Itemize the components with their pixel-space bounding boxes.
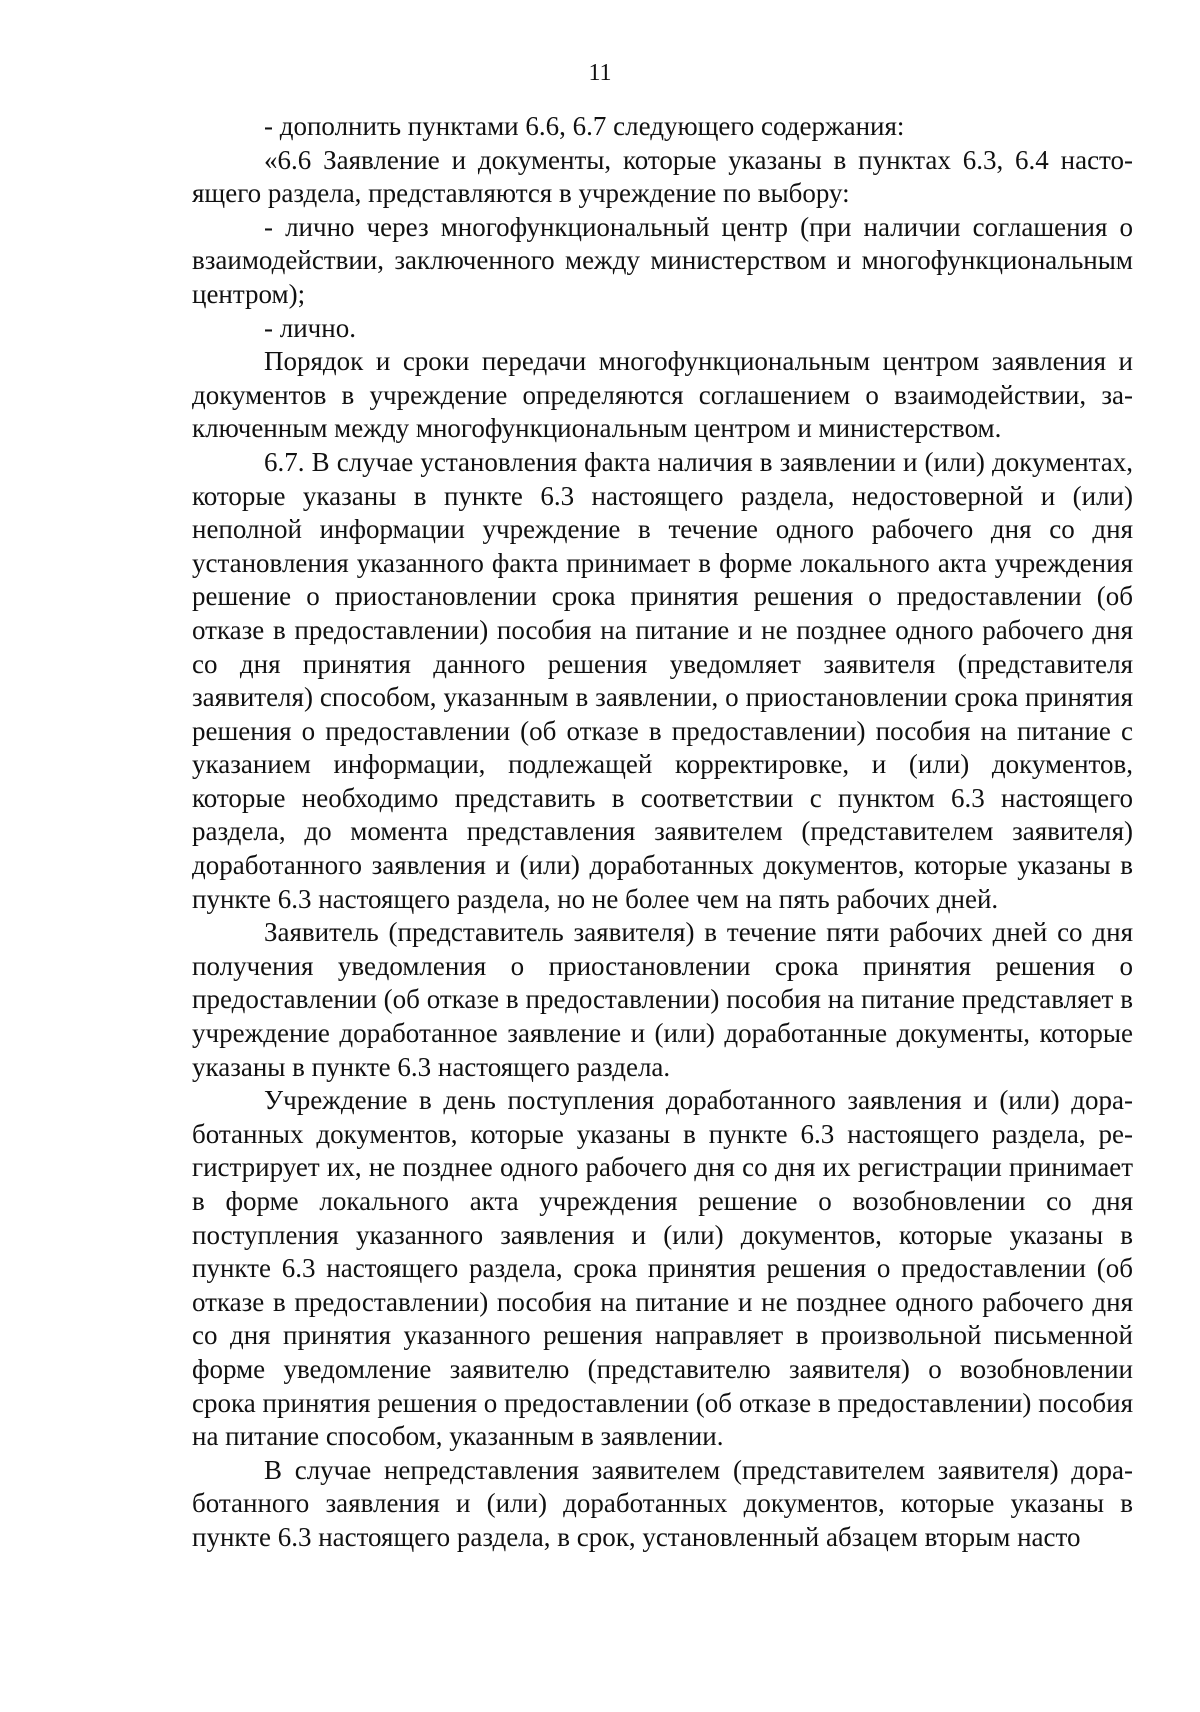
paragraph-amendment-intro: - дополнить пунктами 6.6, 6.7 следующего содержания:: [264, 111, 905, 141]
paragraph-applicant-submission: Заявитель (представитель заявителя) в течение пяти рабочих дней со дня получения уведомления о приостановлении срока принятия решения о предоставлении (об отказе в предоставлении) пособия на питание представляет в учреждение доработанное заявление и (или) доработанные документы, которые указаны в пункте 6.3 настоящего раздела.: [192, 917, 1133, 1082]
document-body: [192, 110, 1133, 1555]
paragraph-6-7: 6.7. В случае установления факта наличия в заявлении и (или) документах, которые указаны в пункте 6.3 настоящего раздела, недостоверной и (или) неполной информации учреждение в течение одного рабочего дня со дня установления указанного факта принимает в форме локального акта учреждения решение о приостановлении срока принятия решения о предоставлении (об отказе в предоставлении) пособия на питание и не позднее одного рабочего дня со дня принятия данного решения уведомляет заявителя (представителя заявителя) способом, указанным в заявлении, о приостановлении срока принятия решения о предоставлении (об отказе в предоставлении) пособия на питание с указанием информации, подлежащей корректировке, и (или) документов, которые необходимо представить в соответствии с пунктом 6.3 настоящего раздела, до момента представления заявителем (представителем заявителя) доработанного заявления и (или) доработанных документов, которые указаны в пункте 6.3 настоящего раздела, но не более чем на пять рабочих дней.: [192, 446, 1133, 914]
paragraph-transfer-procedure: Порядок и сроки передачи многофункциональным центром заявления и документов в учреждение определяются соглашением о взаимодействии, заключенным между многофункциональным центром и министерством.: [192, 346, 1133, 444]
page-number: 11: [588, 60, 612, 86]
paragraph-6-6: «6.6 Заявление и документы, которые указаны в пунктах 6.3, 6.4 настоящего раздела, представляются в учреждение по выбору:: [192, 144, 1133, 209]
paragraph-non-submission: В случае непредставления заявителем (представителем заявителя) доработанного заявления и (или) доработанных документов, которые указаны в пункте 6.3 настоящего раздела, в срок, установленный абзацем вторым насто: [192, 1454, 1133, 1552]
paragraph-institution-resumption: Учреждение в день поступления доработанного заявления и (или) доработанных документов, которые указаны в пункте 6.3 настоящего раздела, регистрирует их, не позднее одного рабочего дня со дня их регистрации принимает в форме локального акта учреждения решение о возобновлении со дня поступления указанного заявления и (или) документов, которые указаны в пункте 6.3 настоящего раздела, срока принятия решения о предоставлении (об отказе в предоставлении) пособия на питание и не позднее одного рабочего дня со дня принятия указанного решения направляет в произвольной письменной форме уведомление заявителю (представителю заявителя) о возобновлении срока принятия решения о предоставлении (об отказе в предоставлении) пособия на питание способом, указанным в заявлении.: [192, 1085, 1133, 1452]
paragraph-option-mfc: - лично через многофункциональный центр (при наличии соглашения о взаимодействии, заключенного между министерством и многофункциональным центром);: [192, 211, 1133, 309]
paragraph-option-personal: - лично.: [264, 312, 356, 343]
